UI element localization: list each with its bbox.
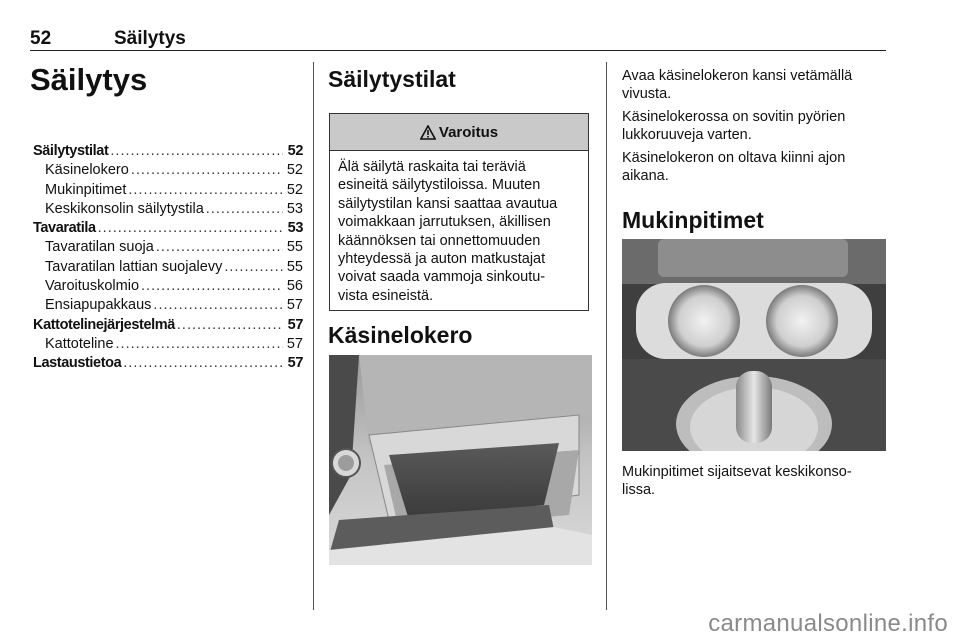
toc-entry-page: 56 — [286, 278, 303, 295]
cupholders-photo — [622, 239, 886, 451]
toc-entry[interactable] — [33, 201, 303, 220]
toc-entry-title: Lastaustietoa — [33, 355, 122, 372]
toc-entry[interactable] — [33, 162, 303, 181]
toc-leader-dots — [177, 317, 283, 333]
toc-entry-page: 57 — [286, 335, 303, 352]
toc-entry-page: 57 — [287, 355, 303, 372]
toc-entry-title: Tavaratilan lattian suojalevy — [45, 258, 223, 275]
glovebox-photo — [329, 355, 592, 565]
toc-entry-page: 57 — [286, 297, 303, 314]
paragraph-line: Avaa käsinelokeron kansi vetämällä — [622, 68, 853, 84]
paragraph — [622, 149, 845, 186]
toc-entry[interactable] — [33, 259, 303, 278]
column-divider — [606, 62, 607, 610]
toc-entry-title: Kattotelinejärjestelmä — [33, 316, 175, 333]
paragraph-line: Mukinpitimet sijaitsevat keskikonso- — [622, 464, 852, 480]
table-of-contents — [33, 143, 303, 375]
toc-entry[interactable] — [33, 355, 303, 374]
page-header — [30, 28, 886, 51]
warning-line: voivat saada vammoja sinkoutu- — [338, 269, 546, 286]
paragraph-line: lukkoruuveja varten. — [622, 127, 752, 144]
toc-leader-dots — [141, 278, 283, 294]
toc-entry[interactable] — [33, 297, 303, 316]
warning-line: säilytystilan kansi saattaa avautua — [338, 195, 558, 212]
toc-entry-page: 53 — [287, 220, 303, 237]
toc-leader-dots — [110, 143, 283, 159]
header-title: Säilytys — [114, 28, 186, 49]
paragraph-line: Käsinelokeron on oltava kiinni ajon — [622, 150, 846, 166]
toc-entry-page: 52 — [286, 162, 303, 179]
toc-entry[interactable] — [33, 220, 303, 239]
paragraph — [622, 108, 845, 145]
page-number: 52 — [30, 28, 52, 49]
warning-line: voimakkaan jarrutuksen, äkillisen — [338, 214, 551, 231]
toc-leader-dots — [224, 259, 283, 275]
toc-entry-title: Keskikonsolin säilytystila — [45, 200, 204, 217]
toc-entry-page: 57 — [287, 316, 303, 333]
toc-entry-page: 53 — [286, 200, 303, 217]
toc-leader-dots — [206, 201, 283, 217]
toc-entry-title: Tavaratila — [33, 220, 96, 237]
paragraph-line: vivusta. — [622, 86, 672, 103]
chapter-title: Säilytys — [30, 62, 148, 97]
paragraph-line: lissa. — [622, 482, 656, 499]
section-title-storage: Säilytystilat — [328, 66, 456, 92]
warning-text — [330, 151, 588, 305]
toc-entry[interactable] — [33, 143, 303, 162]
toc-entry-title: Mukinpitimet — [45, 181, 127, 198]
toc-entry-page: 55 — [286, 258, 303, 275]
paragraph-line: aikana. — [622, 168, 669, 185]
warning-line: vista esineistä. — [338, 287, 434, 304]
toc-entry-page: 55 — [286, 239, 303, 256]
warning-line: yhteydessä ja auton matkustajat — [338, 251, 546, 268]
paragraph — [622, 463, 852, 500]
toc-leader-dots — [116, 336, 283, 352]
warning-box — [329, 113, 589, 311]
warning-header — [330, 114, 588, 151]
toc-leader-dots — [98, 220, 283, 236]
toc-leader-dots — [156, 239, 283, 255]
toc-entry-title: Kattoteline — [45, 335, 114, 352]
warning-triangle-icon — [420, 125, 436, 140]
toc-leader-dots — [153, 297, 283, 313]
paragraph-line: Käsinelokerossa on sovitin pyörien — [622, 109, 846, 125]
column-divider — [313, 62, 314, 610]
toc-leader-dots — [131, 162, 283, 178]
toc-entry[interactable] — [33, 182, 303, 201]
warning-line: esineitä säilytystiloissa. Muuten — [338, 177, 541, 194]
toc-entry-title: Ensiapupakkaus — [45, 297, 152, 314]
warning-title: Varoitus — [438, 123, 499, 141]
toc-leader-dots — [123, 355, 283, 371]
section-title-cupholders: Mukinpitimet — [622, 207, 764, 233]
warning-line: käännöksen tai onnettomuuden — [338, 232, 541, 249]
paragraph — [622, 67, 852, 104]
toc-entry-title: Säilytystilat — [33, 143, 109, 159]
toc-entry-page: 52 — [287, 143, 303, 159]
toc-entry-title: Käsinelokero — [45, 162, 129, 179]
toc-entry[interactable] — [33, 317, 303, 336]
toc-leader-dots — [128, 182, 283, 198]
toc-entry[interactable] — [33, 278, 303, 297]
toc-entry-page: 52 — [286, 181, 303, 198]
watermark: carmanualsonline.info — [708, 610, 948, 637]
section-title-glovebox: Käsinelokero — [328, 322, 473, 348]
warning-line: Älä säilytä raskaita tai teräviä — [338, 159, 526, 175]
toc-entry[interactable] — [33, 239, 303, 258]
toc-entry-title: Varoituskolmio — [45, 278, 140, 295]
toc-entry-title: Tavaratilan suoja — [45, 239, 154, 256]
toc-entry[interactable] — [33, 336, 303, 355]
